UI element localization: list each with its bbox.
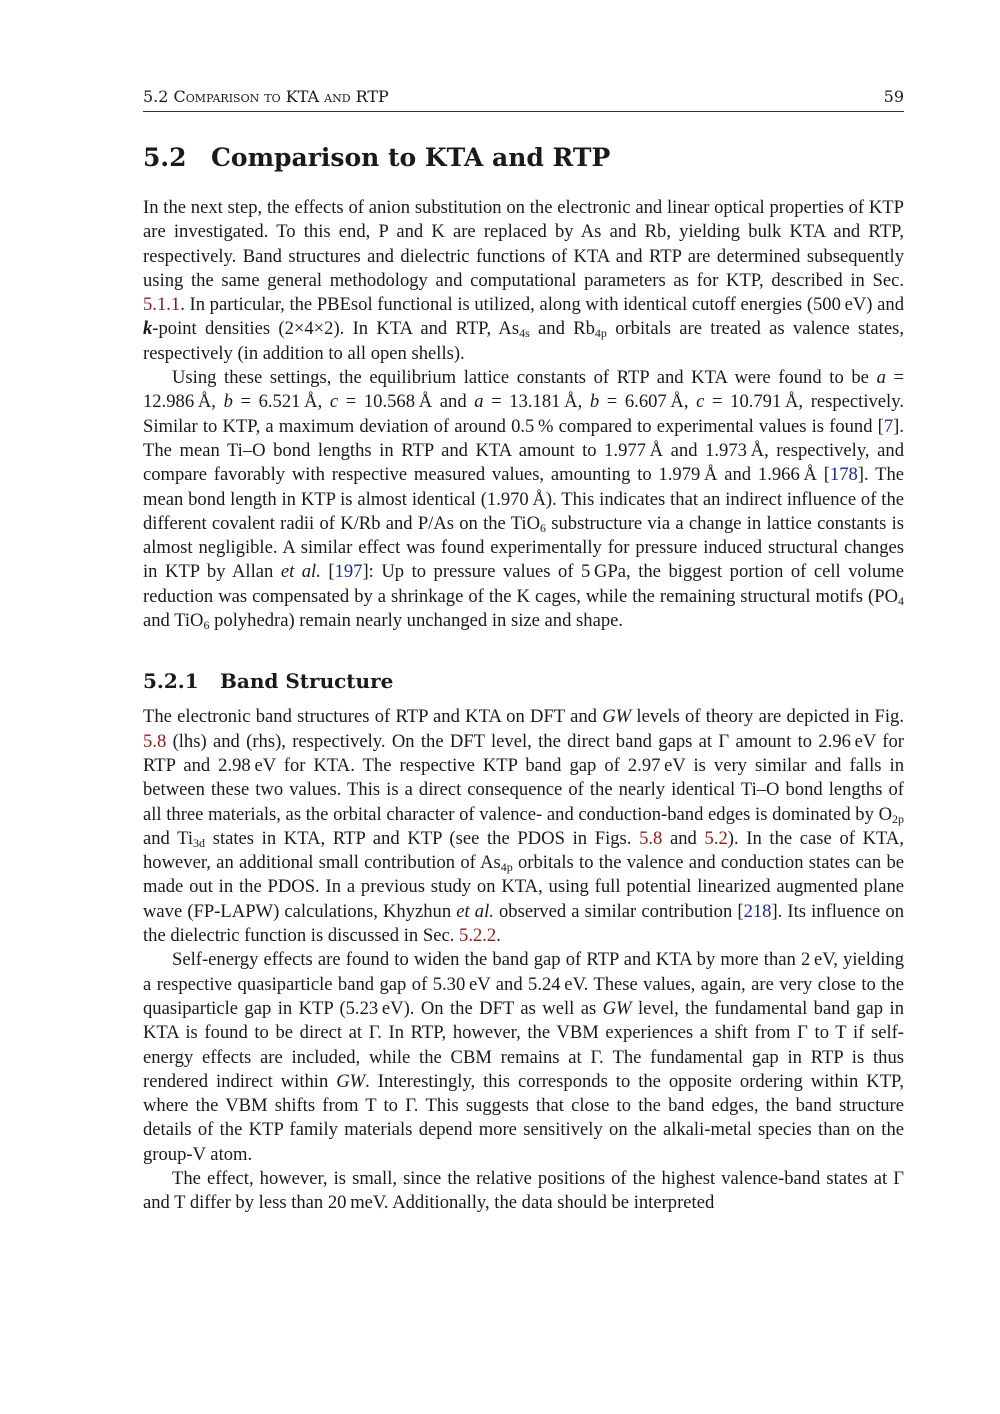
link-fig-5-2[interactable]: 5.2: [704, 827, 728, 849]
subsection-heading: [143, 667, 904, 695]
citation-178[interactable]: 178: [829, 464, 858, 486]
paragraph-5: The effect, however, is small, since the relative positions of the highest valence-band states at Γ and T differ by less than 20 meV. Additionally, the data should be interpreted: [143, 1167, 904, 1214]
citation-7[interactable]: 7: [883, 415, 894, 437]
paragraph-4: Self-energy effects are found to widen the band gap of RTP and KTA by more than 2 eV, yielding a respective quasiparticle band gap of 5.30 eV and 5.24 eV. These values, again, are very close to the quasiparticle gap in KTP (5.23 eV). On the DFT as well as GW level, the fundamental band gap in KTA is found to be direct at Γ. In RTP, however, the VBM experiences a shift from Γ to T if self-energy effects are included, while the CBM remains at Γ. The fundamental gap in RTP is thus rendered indirect within GW. Interestingly, this corresponds to the opposite ordering within KTP, where the VBM shifts from T to Γ. This suggests that close to the band edges, the band structure details of the KTP family materials depend more sensitively on the alkali-metal species than on the group-V atom.: [143, 949, 904, 1165]
link-fig-5-8-b[interactable]: 5.8: [639, 827, 663, 849]
paragraph-1: In the next step, the effects of anion substitution on the electronic and linear optical properties of KTP are investigated. To this end, P and K are replaced by As and Rb, yielding bulk KTA and RTP, respectively. Band structures and dielectric functions of KTA and RTP are determined subsequently using the same general methodology and computational parameters as for KTP, described in Sec. 5.1.1. In particular, the PBEsol functional is utilized, along with identical cutoff energies (500 eV) and k-point densities (2×4×2). In KTA and RTP, $As_{4s}$ and $Rb_{4p}$ orbitals are treated as valence states, respectively (in addition to all open shells).: [143, 197, 904, 364]
link-sec-5-1-1[interactable]: 5.1.1: [143, 294, 181, 316]
section-number: 5.2: [143, 143, 187, 172]
link-fig-5-8[interactable]: 5.8: [143, 730, 167, 752]
paragraph-3: The electronic band structures of RTP and KTA on DFT and GW levels of theory are depicted in Fig. 5.8 (lhs) and (rhs), respectively. On the DFT level, the direct band gaps at Γ amount to 2.96 eV for RTP and 2.98 eV for KTA. The respective KTP band gap of 2.97 eV is very similar and falls in between these two values. This is a direct consequence of the nearly identical Ti–O bond lengths of all three materials, as the orbital character of valence- and conduction-band edges is dominated by $O_{2p}$ and $Ti_{3d}$ states in KTA, RTP and KTP (see the PDOS in Figs. 5.8 and 5.2). In the case of KTA, however, an additional small contribution of $As_{4p}$ orbitals to the valence and conduction states can be made out in the PDOS. In a previous study on KTA, using full potential linearized augmented plane wave (FP-LAPW) calculations, Khyzhun et al. observed a similar contribution [218]. Its influence on the dielectric function is discussed in Sec. 5.2.2.: [143, 706, 904, 947]
page: [143, 86, 904, 1216]
running-head: [143, 86, 904, 112]
section-heading: [143, 142, 904, 174]
section-title: Comparison to KTA and RTP: [211, 143, 611, 172]
subsection-title: Band Structure: [220, 669, 394, 694]
citation-218[interactable]: 218: [743, 900, 772, 922]
paragraph-2: Using these settings, the equilibrium lattice constants of RTP and KTA were found to be a = 12.986 Å, b = 6.521 Å, c = 10.568 Å and a = 13.181 Å, b = 6.607 Å, c = 10.791 Å, respectively. Similar to KTP, a maximum deviation of around 0.5 % compared to experimental values is found [7]. The mean Ti–O bond lengths in RTP and KTA amount to 1.977 Å and 1.973 Å, respectively, and compare favorably with respective measured values, amounting to 1.979 Å and 1.966 Å [178]. The mean bond length in KTP is almost identical (1.970 Å). This indicates that an indirect influence of the different covalent radii of K/Rb and P/As on the TiO$_6$ substructure via a change in lattice constants is almost negligible. A similar effect was found experimentally for pressure induced structural changes in KTP by Allan et al. [197]: Up to pressure values of 5 GPa, the biggest portion of cell volume reduction was compensated by a shrinkage of the K cages, while the remaining structural motifs ($PO_4$ and TiO$_6$ polyhedra) remain nearly unchanged in size and shape.: [143, 367, 905, 633]
link-sec-5-2-2[interactable]: 5.2.2: [459, 925, 497, 947]
citation-197[interactable]: 197: [334, 561, 363, 583]
running-head-title: 5.2 Comparison to KTA and RTP: [143, 87, 389, 106]
page-number: 59: [883, 87, 904, 106]
subsection-number: 5.2.1: [143, 669, 199, 694]
